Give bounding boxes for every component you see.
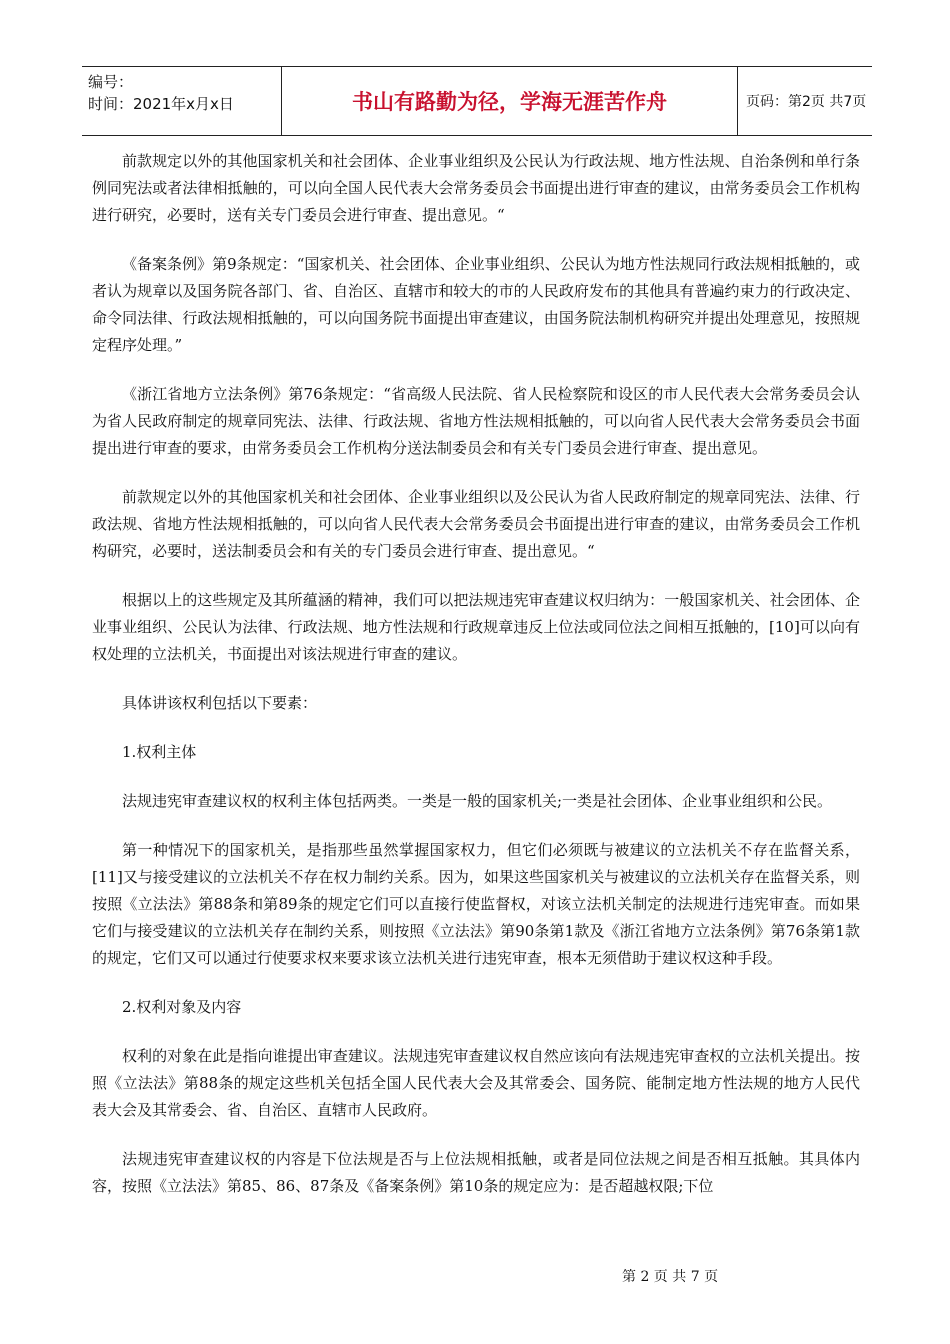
page-footer: 第 2 页 共 7 页 (622, 1269, 719, 1285)
header-page-info: 页码：第2页 共7页 (746, 94, 867, 110)
header-meta (82, 67, 282, 135)
section-heading: 1.权利主体 (122, 743, 197, 761)
paragraph: 第一种情况下的国家机关，是指那些虽然掌握国家权力，但它们必须既与被建议的立法机关不存在监督关系，[11]又与接受建议的立法机关不存在权力制约关系。因为，如果这些国家机关与被建议的立法机关存在监督关系，则按照《立法法》第88条和第89条的规定它们可以直接行使监督权，对该立法机关制定的法规进行违宪审查。而如果它们与接受建议的立法机关存在制约关系，则按照《立法法》第90条第1款及《浙江省地方立法条例》第76条第1款的规定，它们又可以通过行使要求权来要求该立法机关进行违宪审查，根本无须借助于建议权这种手段。 (92, 841, 860, 967)
date-label: 时间：2021年x月x日 (88, 95, 234, 113)
paragraph: 权利的对象在此是指向谁提出审查建议。法规违宪审查建议权自然应该向有法规违宪审查权的立法机关提出。按照《立法法》第88条的规定这些机关包括全国人民代表大会及其常委会、国务院、能制定地方性法规的地方人民代表大会及其常委会、省、自治区、直辖市人民政府。 (92, 1047, 860, 1119)
section-heading: 2.权利对象及内容 (122, 998, 242, 1016)
page-header (82, 66, 872, 136)
paragraph: 前款规定以外的其他国家机关和社会团体、企业事业组织以及公民认为省人民政府制定的规章同宪法、法律、行政法规、省地方性法规相抵触的，可以向省人民代表大会常务委员会书面提出进行审查的建议，由常务委员会工作机构研究，必要时，送法制委员会和有关的专门委员会进行审查、提出意见。“ (92, 488, 860, 560)
paragraph: 根据以上的这些规定及其所蕴涵的精神，我们可以把法规违宪审查建议权归纳为：一般国家机关、社会团体、企业事业组织、公民认为法律、行政法规、地方性法规和行政规章违反上位法或同位法之间相互抵触的，[10]可以向有权处理的立法机关，书面提出对该法规进行审查的建议。 (92, 591, 860, 663)
paragraph: 法规违宪审查建议权的权利主体包括两类。一类是一般的国家机关;一类是社会团体、企业事业组织和公民。 (122, 792, 833, 810)
paragraph: 《浙江省地方立法条例》第76条规定：“省高级人民法院、省人民检察院和设区的市人民代表大会常务委员会认为省人民政府制定的规章同宪法、法律、行政法规、省地方性法规相抵触的，可以向省人民代表大会常务委员会书面提出进行审查的要求，由常务委员会工作机构分送法制委员会和有关专门委员会进行审查、提出意见。 (92, 385, 860, 457)
paragraph: 法规违宪审查建议权的内容是下位法规是否与上位法规相抵触，或者是同位法规之间是否相互抵触。其具体内容，按照《立法法》第85、86、87条及《备案条例》第10条的规定应为：是否超越权限;下位 (92, 1150, 860, 1195)
paragraph: 《备案条例》第9条规定：“国家机关、社会团体、企业事业组织、公民认为地方性法规同行政法规相抵触的，或者认为规章以及国务院各部门、省、自治区、直辖市和较大的市的人民政府发布的其他具有普遍约束力的行政决定、命令同法律、行政法规相抵触的，可以向国务院书面提出审查建议，由国务院法制机构研究并提出处理意见，按照规定程序处理。” (92, 255, 860, 354)
paragraph: 前款规定以外的其他国家机关和社会团体、企业事业组织及公民认为行政法规、地方性法规、自治条例和单行条例同宪法或者法律相抵触的，可以向全国人民代表大会常务委员会书面提出进行审查的建议，由常务委员会工作机构进行研究，必要时，送有关专门委员会进行审查、提出意见。“ (92, 152, 860, 224)
document-body (92, 148, 860, 1222)
number-label: 编号： (88, 73, 134, 91)
paragraph: 具体讲该权利包括以下要素： (122, 694, 318, 712)
header-motto: 书山有路勤为径，学海无涯苦作舟 (282, 67, 738, 135)
